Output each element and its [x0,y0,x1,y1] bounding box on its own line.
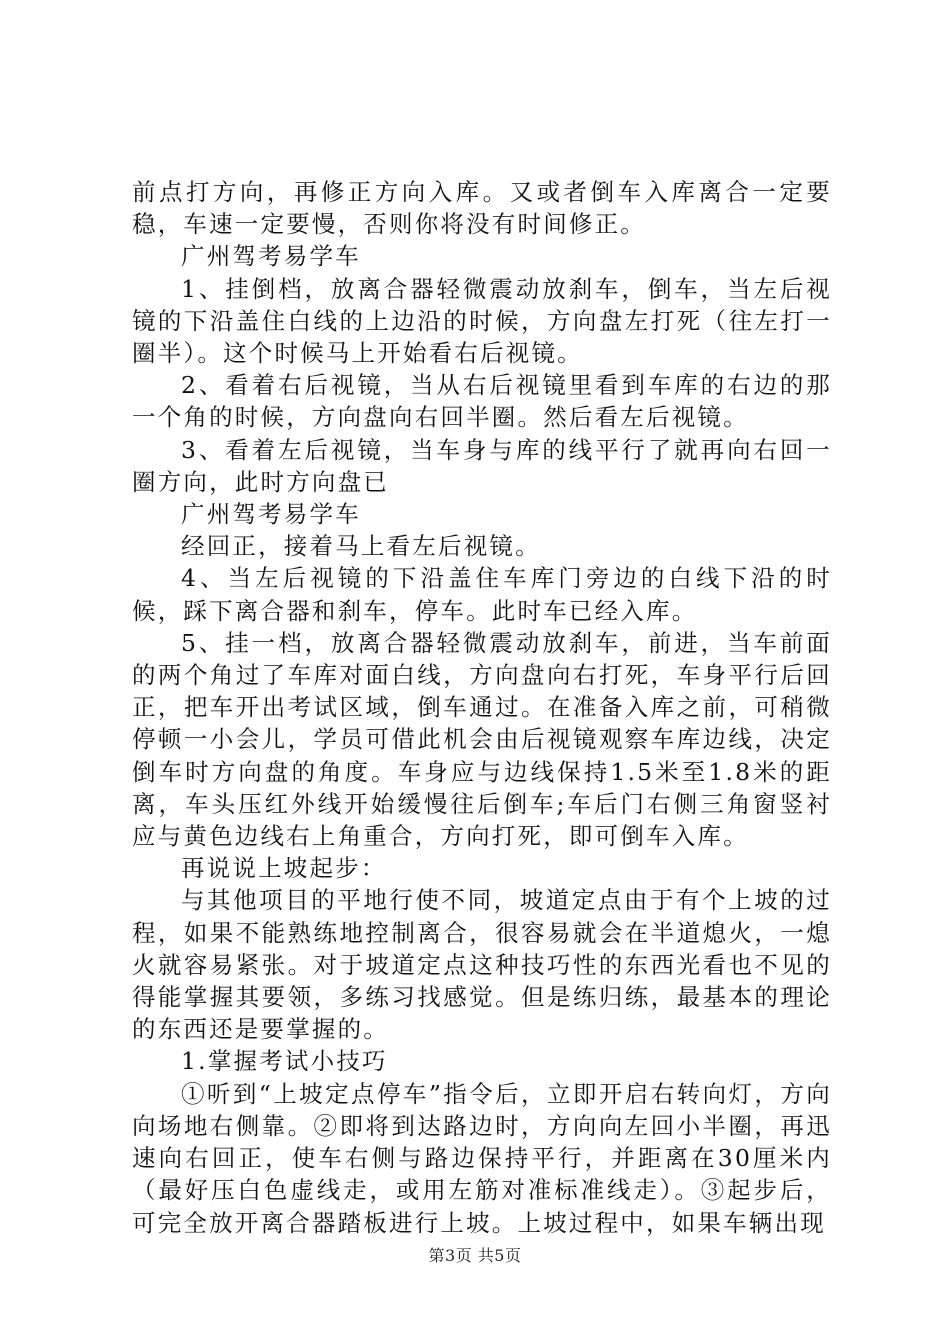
paragraph: 前点打方向，再修正方向入库。又或者倒车入库离合一定要稳，车速一定要慢，否则你将没有时间修正。 [132,178,832,239]
paragraph: 广州驾考易学车 [181,242,361,271]
paragraph: 1.掌握考试小技巧 [181,1047,388,1076]
paragraph: 5、挂一档，放离合器轻微震动放刹车，前进，当车前面的两个角过了车库对面白线，方向盘向右打死，车身平行后回正，把车开出考试区域，倒车通过。在准备入库之前，可稍微停顿一小会儿，学员可借此机会由后视镜观察车库边线，决定倒车时方向盘的角度。车身应与边线保持1.5米至1.8米的距离，车头压红外线开始缓慢往后倒车;车后门右侧三角窗竖衬应与黄色边线右上角重合，方向打死，即可倒车入库。 [132,628,832,851]
paragraph: 再说说上坡起步： [181,854,387,883]
paragraph: 1、挂倒档，放离合器轻微震动放刹车，倒车，当左后视镜的下沿盖住白线的上边沿的时候，方向盘左打死（往左打一圈半）。这个时候马上开始看右后视镜。 [132,274,832,368]
paragraph: 4、当左后视镜的下沿盖住车库门旁边的白线下沿的时候，踩下离合器和刹车，停车。此时车已经入库。 [132,564,832,625]
paragraph: 广州驾考易学车 [181,500,361,529]
paragraph: ①听到“上坡定点停车”指令后，立即开启右转向灯，方向向场地右侧靠。②即将到达路边时，方向向左回小半圈，再迅速向右回正，使车右侧与路边保持平行，并距离在30厘米内（最好压白色虚线走，或用左筋对准标准线走）。③起步后，可完全放开离合器踏板进行上坡。上坡过程中，如果车辆出现 [132,1079,832,1237]
paragraph: 经回正，接着马上看左后视镜。 [181,532,541,561]
paragraph: 3、看着左后视镜，当车身与库的线平行了就再向右回一圈方向，此时方向盘已 [132,435,832,496]
document-body [132,176,832,1239]
paragraph: 与其他项目的平地行使不同，坡道定点由于有个上坡的过程，如果不能熟练地控制离合，很容易就会在半道熄火，一熄火就容易紧张。对于坡道定点这种技巧性的东西光看也不见的得能掌握其要领，多练习找感觉。但是练归练，最基本的理论的东西还是要掌握的。 [132,886,832,1044]
page-number-footer: 第3页 共5页 [428,1246,522,1265]
paragraph: 2、看着右后视镜，当从右后视镜里看到车库的右边的那一个角的时候，方向盘向右回半圈。然后看左后视镜。 [132,371,832,432]
